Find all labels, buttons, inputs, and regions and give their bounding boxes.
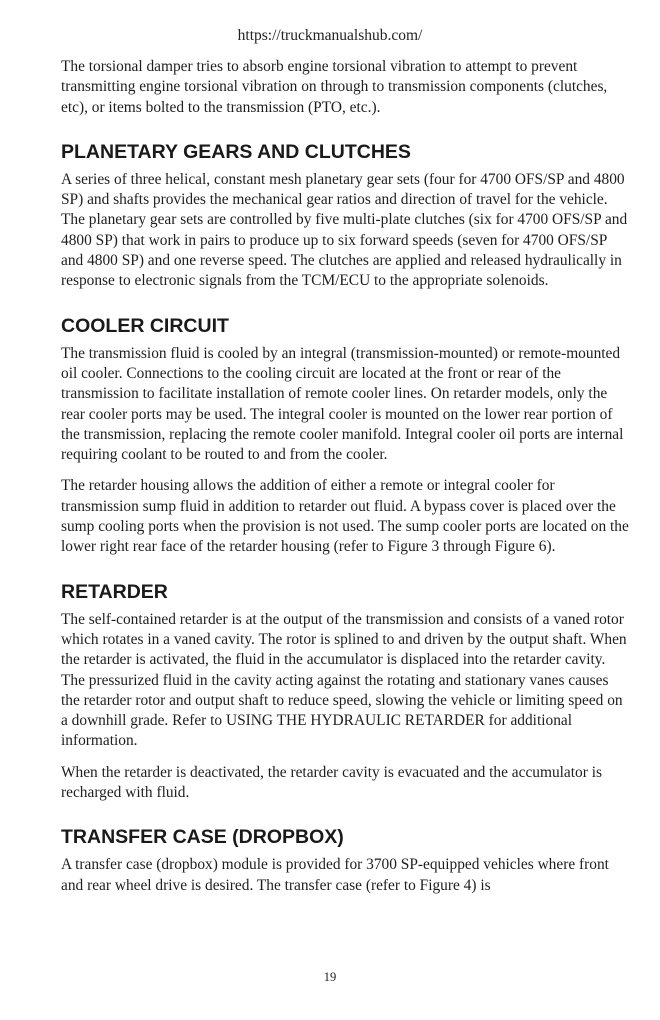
section-planetary-gears <box>61 140 631 292</box>
intro-paragraph: The torsional damper tries to absorb engine torsional vibration to attempt to prevent transmitting engine torsional vibration on through to transmission components (clutches, etc), or items bolted to the transmission (PTO, etc.). <box>61 58 608 116</box>
section-cooler-circuit <box>61 314 631 558</box>
section-paragraph: A series of three helical, constant mesh planetary gear sets (four for 4700 OFS/SP and 4800 SP) and shafts provides the mechanical gear ratios and direction of travel for the vehicle. The planetary gear sets are controlled by five multi-plate clutches (six for 4700 OFS/SP and 4800 SP) that work in pairs to produce up to six forward speeds (seven for 4700 OFS/SP and 4800 SP) and one reverse speed. The clutches are applied and released hydraulically in response to electronic signals from the TCM/ECU to the appropriate solenoids. <box>61 170 628 290</box>
page-number: 19 <box>323 970 337 984</box>
section-transfer-case <box>61 825 631 896</box>
section-heading: COOLER CIRCUIT <box>61 314 229 337</box>
section-paragraph: The retarder housing allows the addition of either a remote or integral cooler for transmission sump fluid in addition to retarder out fluid. A bypass cover is placed over the sump cooling ports when the provision is not used. The sump cooler ports are located on the lower right rear face of the retarder housing (refer to Figure 3 through Figure 6). <box>61 477 629 556</box>
section-paragraph: The self-contained retarder is at the output of the transmission and consists of a vaned rotor which rotates in a vaned cavity. The rotor is splined to and driven by the output shaft. When the retarder is activated, the fluid in the accumulator is displaced into the retarder cavity. The pressurized fluid in the cavity acting against the rotating and stationary vanes causes the retarder rotor and output shaft to reduce speed, slowing the vehicle or limiting speed on a downhill grade. Refer to USING THE HYDRAULIC RETARDER for additional information. <box>61 610 627 750</box>
section-heading: RETARDER <box>61 580 168 603</box>
section-paragraph: A transfer case (dropbox) module is provided for 3700 SP-equipped vehicles where front and rear wheel drive is desired. The transfer case (refer to Figure 4) is <box>61 856 609 894</box>
header-url: https://truckmanualshub.com/ <box>237 27 423 44</box>
section-paragraph: The transmission fluid is cooled by an integral (transmission-mounted) or remote-mounted oil cooler. Connections to the cooling circuit are located at the front or rear of the transmission to facilitate installation of remote cooler lines. On retarder models, only the rear cooler ports may be used. The integral cooler is mounted on the lower rear portion of the transmission, replacing the remote cooler manifold. Integral cooler oil ports are internal requiring coolant to be routed to and from the cooler. <box>61 344 624 464</box>
page-content <box>61 57 631 907</box>
section-paragraph: When the retarder is deactivated, the retarder cavity is evacuated and the accumulator is recharged with fluid. <box>61 763 602 802</box>
section-heading: TRANSFER CASE (DROPBOX) <box>61 826 344 849</box>
section-retarder <box>61 580 631 804</box>
section-heading: PLANETARY GEARS AND CLUTCHES <box>61 140 411 163</box>
